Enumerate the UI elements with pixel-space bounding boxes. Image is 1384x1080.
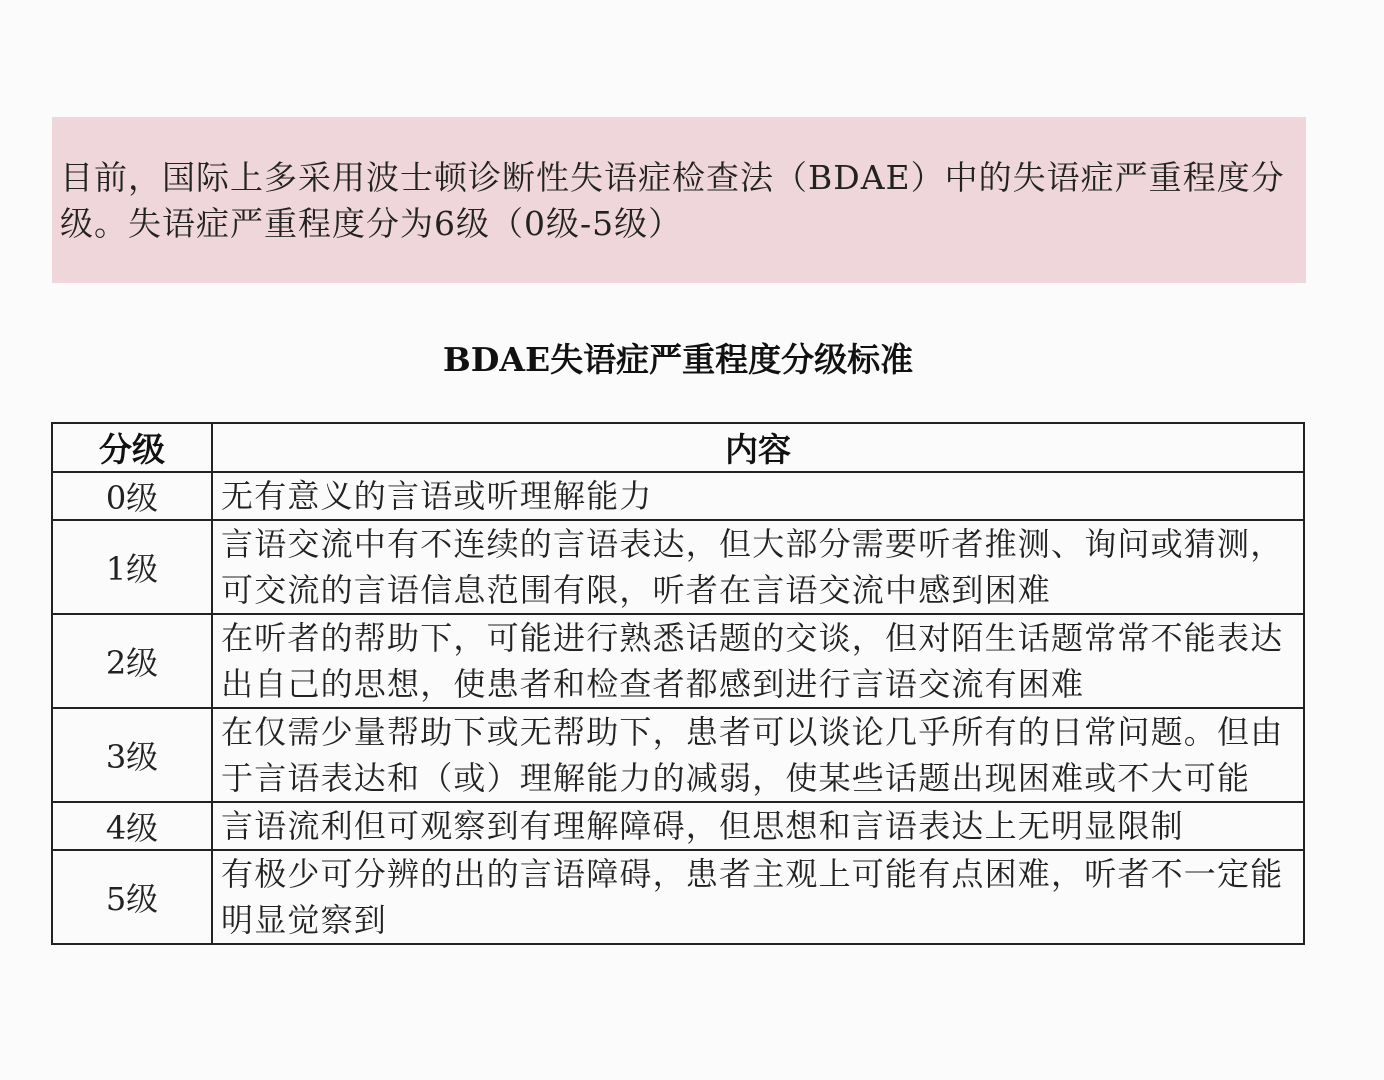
table-header-row <box>52 423 1304 472</box>
grade-cell: 4级 <box>52 802 212 850</box>
grade-cell: 5级 <box>52 850 212 944</box>
grade-cell: 2级 <box>52 614 212 708</box>
content-cell: 有极少可分辨的出的言语障碍，患者主观上可能有点困难，听者不一定能明显觉察到 <box>212 850 1304 944</box>
table-row <box>52 520 1304 614</box>
grade-cell: 0级 <box>52 472 212 520</box>
table-title: BDAE失语症严重程度分级标准 <box>442 340 914 379</box>
content-cell: 言语流利但可观察到有理解障碍，但思想和言语表达上无明显限制 <box>212 802 1304 850</box>
table-row <box>52 472 1304 520</box>
content-cell: 在仅需少量帮助下或无帮助下，患者可以谈论几乎所有的日常问题。但由于言语表达和（或）理解能力的减弱，使某些话题出现困难或不大可能 <box>212 708 1304 802</box>
header-grade: 分级 <box>52 423 212 472</box>
intro-box <box>52 117 1306 283</box>
severity-table <box>51 422 1305 945</box>
content-cell: 在听者的帮助下，可能进行熟悉话题的交谈，但对陌生话题常常不能表达出自己的思想，使患者和检查者都感到进行言语交流有困难 <box>212 614 1304 708</box>
table-row <box>52 850 1304 944</box>
grade-cell: 1级 <box>52 520 212 614</box>
intro-text: 目前，国际上多采用波士顿诊断性失语症检查法（BDAE）中的失语症严重程度分级。失语症严重程度分为6级（0级-5级） <box>60 158 1285 243</box>
table-row <box>52 614 1304 708</box>
header-content: 内容 <box>212 423 1304 472</box>
table-row <box>52 708 1304 802</box>
grade-cell: 3级 <box>52 708 212 802</box>
table-row <box>52 802 1304 850</box>
content-cell: 无有意义的言语或听理解能力 <box>212 472 1304 520</box>
content-cell: 言语交流中有不连续的言语表达，但大部分需要听者推测、询问或猜测，可交流的言语信息范围有限，听者在言语交流中感到困难 <box>212 520 1304 614</box>
